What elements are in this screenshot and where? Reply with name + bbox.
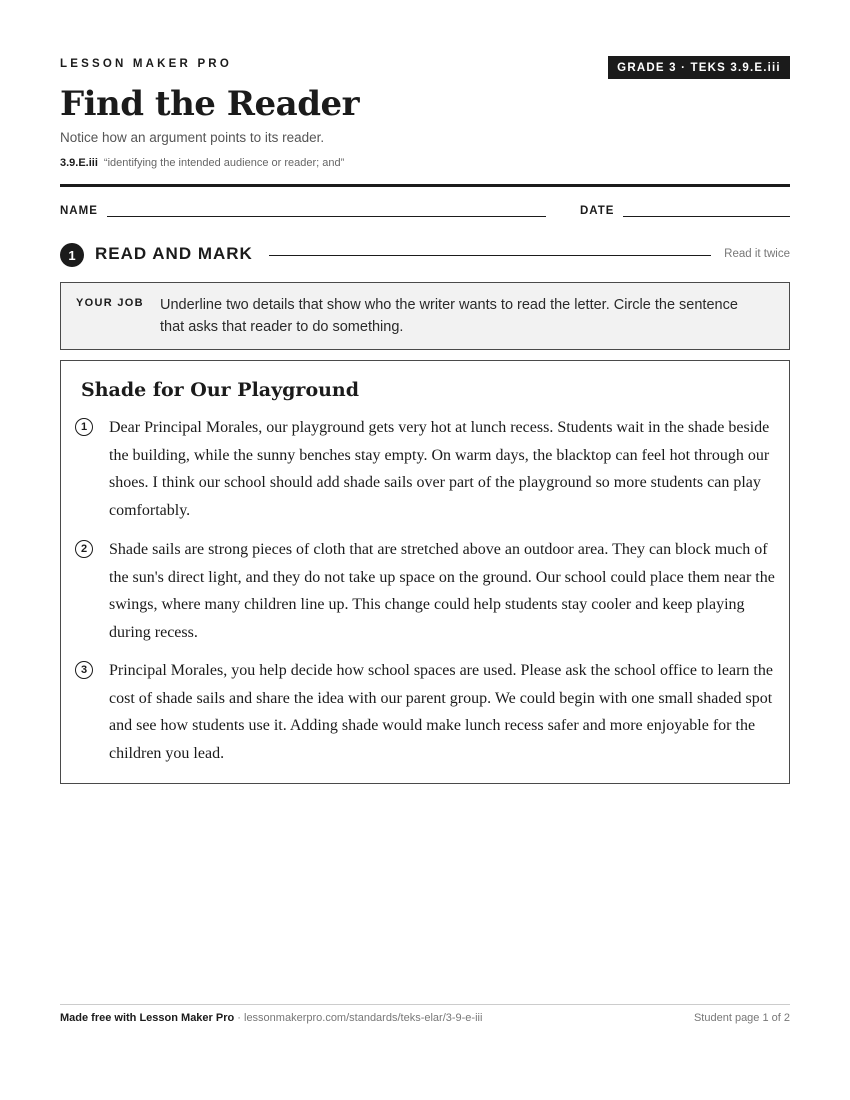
passage-paragraph — [75, 657, 775, 767]
job-label: YOUR JOB — [76, 297, 144, 309]
header-divider — [60, 184, 790, 187]
passage-paragraph — [75, 536, 775, 646]
footer-separator: · — [234, 1012, 244, 1024]
footer-divider — [60, 1004, 790, 1005]
name-label: NAME — [60, 205, 98, 217]
date-field-line[interactable] — [623, 216, 790, 217]
section-divider — [269, 255, 711, 256]
passage-box — [60, 360, 790, 784]
grade-badge: GRADE 3 · TEKS 3.9.E.iii — [608, 56, 790, 79]
page-title: Find the Reader — [60, 84, 360, 124]
page-subtitle: Notice how an argument points to its reader. — [60, 130, 325, 145]
paragraph-number: 1 — [75, 418, 93, 436]
standard-text: “identifying the intended audience or reader; and” — [103, 157, 345, 169]
paragraph-text: Principal Morales, you help decide how school spaces are used. Please ask the school office to learn the cost of shade sails and share the idea with our parent group. We could begin with one small shaded spot and see how students use it. Adding shade would make lunch recess safer and more enjoyable for the children you lead. — [109, 662, 773, 762]
section-note: Read it twice — [724, 248, 790, 260]
section-number: 1 — [60, 243, 84, 267]
passage-paragraph — [75, 414, 775, 524]
footer-page: Student page 1 of 2 — [693, 1012, 790, 1024]
standard-line — [60, 157, 344, 169]
standard-code: 3.9.E.iii — [60, 157, 98, 169]
footer-url[interactable]: lessonmakerpro.com/standards/teks-elar/3-9-e-iii — [244, 1012, 483, 1024]
paragraph-number: 3 — [75, 661, 93, 679]
brand-label: LESSON MAKER PRO — [60, 58, 232, 70]
job-text: Underline two details that show who the writer wants to read the letter. Circle the sentence that asks that reader to do something. — [160, 297, 738, 335]
paragraph-number: 2 — [75, 540, 93, 558]
passage-title: Shade for Our Playground — [81, 379, 360, 401]
footer-credit — [60, 1012, 482, 1024]
paragraph-text: Shade sails are strong pieces of cloth that are stretched above an outdoor area. They can block much of the sun's direct light, and they do not take up space on the ground. Our school could place them near the swings, where many children line up. This change could help students stay cooler and keep playing during recess. — [109, 541, 775, 641]
footer-made: Made free with Lesson Maker Pro — [60, 1012, 235, 1024]
section-title: READ AND MARK — [95, 244, 253, 263]
paragraph-text: Dear Principal Morales, our playground gets very hot at lunch recess. Students wait in the shade beside the building, while the sunny benches stay empty. On warm days, the blacktop can feel hot through our shoes. I think our school should add shade sails over part of the playground so more students can play comfortably. — [109, 419, 770, 519]
job-box — [60, 282, 790, 350]
name-field-line[interactable] — [107, 216, 546, 217]
date-label: DATE — [580, 205, 615, 217]
